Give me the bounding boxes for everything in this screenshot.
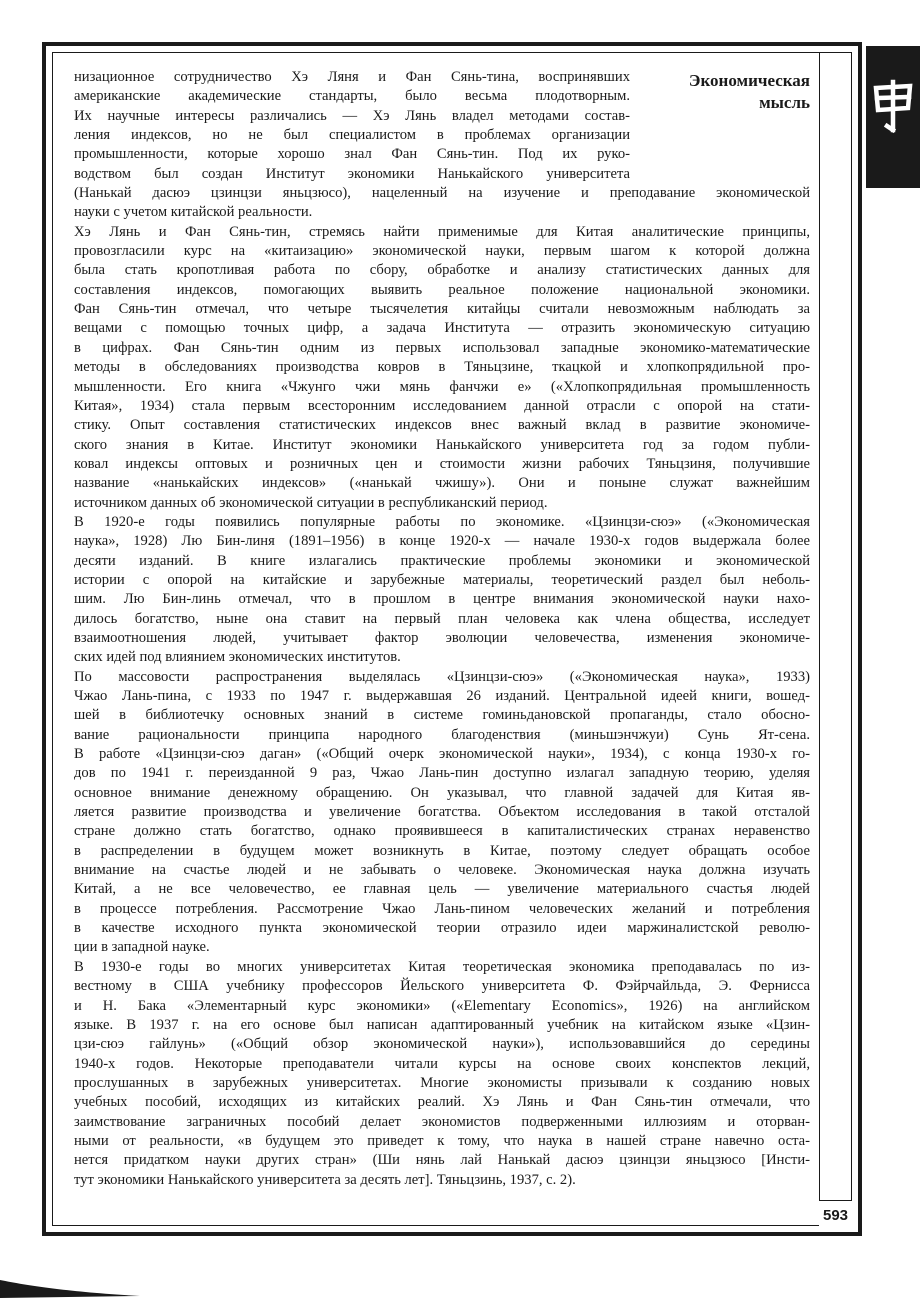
- text-line: языке. В 1937 г. на его основе был написан адаптированный учебник на китайском языке «Цзин-: [74, 1016, 810, 1033]
- text-line: промышленности, которые хорошо знал Фан Сянь-тин. Под их руко-: [74, 146, 630, 163]
- text-line: стране должно стать богатство, однако проявившееся в капиталистических странах неравенство: [74, 823, 810, 840]
- text-line: в распределении в будущем может возникнуть в Китае, поэтому следует обращать особое: [74, 842, 810, 859]
- text-line: провозгласили курс на «китаизацию» экономической науки, первым шагом к которой должна: [74, 243, 810, 260]
- text-line: взаимоотношения людей, учитывает фактор эволюции человечества, изменения экономиче-: [74, 629, 810, 646]
- text-line: вестному в США учебнику профессоров Йельского университета Ф. Фэйрчайльда, Э. Фернисса: [74, 978, 810, 995]
- text-line: науки с учетом китайской реальности.: [74, 204, 313, 221]
- text-line: составления индексов, помогающих выявить реальное положение национальной экономики.: [74, 281, 810, 298]
- text-line: По массовости распространения выделялась «Цзинцзи-сюэ» («Экономическая наука», 1933): [74, 668, 810, 685]
- text-line: в процессе потребления. Рассмотрение Чжао Лань-пином человеческих желаний и потребления: [74, 900, 810, 917]
- text-line: 1940-х годов. Некоторые преподаватели читали курсы на основе своих конспектов лекций,: [74, 1055, 810, 1072]
- text-line: Фан Сянь-тин отмечал, что четыре тысячелетия китайцы считали невозможным наблюдать за: [74, 301, 810, 318]
- text-line: Их научные интересы различались — Хэ Лянь владел методами состав-: [74, 107, 630, 124]
- text-line: американские академические стандарты, было весьма плодотворным.: [74, 88, 630, 105]
- text-line: десяти изданий. В книге излагались практические проблемы экономики и экономической: [74, 552, 810, 569]
- text-line: была стать кропотливая работа по сбору, обработке и анализу статистических данных для: [74, 262, 810, 279]
- page-number: 593: [819, 1200, 852, 1229]
- text-line: Чжао Лань-пина, с 1933 по 1947 г. выдержавшая 26 изданий. Центральной идеей книги, вошед-: [74, 688, 810, 704]
- text-line: ления индексов, но не был специалистом в проблемах организации: [74, 127, 630, 144]
- text-line: цзи-сюэ гайлунь» («Общий обзор экономической науки»), использовавшийся до середины: [74, 1036, 810, 1053]
- text-line: ными от реальности, «в будущем это приведет к тому, что наука в нашей стране навечно оста-: [74, 1132, 810, 1149]
- text-line: водством был создан Институт экономики Нанькайского университета: [74, 165, 630, 182]
- text-line: название «нанькайских индексов» («нанькай чжишу»). Они и поныне служат важнейшим: [74, 475, 810, 492]
- margin-rule: [819, 52, 820, 1226]
- text-line: в цифрах. Фан Сянь-тин одним из первых использовал западные экономико-математические: [74, 339, 810, 356]
- glyph-icon: [870, 78, 916, 134]
- text-line: мышленности. Его книга «Чжунго чжи мянь фанчжи е» («Хлопкопрядильная промышленность: [74, 378, 810, 395]
- text-line: методы в обследованиях производства ковров в Тяньцзине, ткацкой и хлопкопрядильной про-: [74, 359, 810, 376]
- text-line: В работе «Цзинцзи-сюэ даган» («Общий очерк экономической науки», 1934), с конца 1930-х го-: [74, 746, 810, 763]
- text-line: Китай, а не все человечество, ее главная цель — увеличение материального счастья людей: [74, 881, 810, 898]
- text-line: вещами с помощью точных цифр, а задача Института — отразить экономическую ситуацию: [74, 320, 810, 337]
- text-line: ских идей под влиянием экономических институтов.: [74, 649, 401, 666]
- text-line: ции в западной науке.: [74, 939, 210, 956]
- text-line: ковал индексы оптовых и розничных цен и стоимости жизни рабочих Тяньцзиня, получившие: [74, 455, 810, 472]
- text-line: низационное сотрудничество Хэ Ляня и Фан Сянь-тина, воспринявших: [74, 69, 630, 85]
- text-line: В 1920-е годы появились популярные работы по экономике. «Цзинцзи-сюэ» («Экономическая: [74, 513, 810, 530]
- text-line: шей в библиотечку основных знаний в системе гоминьдановской пропаганды, стало обосно-: [74, 707, 810, 724]
- text-line: ляется развитие производства и увеличение богатства. Объектом исследования в такой отсталой: [74, 804, 810, 821]
- text-line: в качестве исходного пункта экономической теории отразило идеи маржиналистской револю-: [74, 920, 810, 937]
- text-line: нется придатком науки других стран» (Ши нянь лай Нанькай дасюэ цзинцзи яньцзюсо [Инсти-: [74, 1152, 810, 1169]
- page-curl: [0, 1266, 140, 1298]
- text-line: Хэ Лянь и Фан Сянь-тин, стремясь найти применимые для Китая аналитические принципы,: [74, 223, 810, 240]
- text-line: (Нанькай дасюэ цзинцзи яньцзюсо), нацеленный на изучение и преподавание экономической: [74, 185, 810, 202]
- text-line: шим. Лю Бин-линь отмечал, что в прошлом в центре внимания экономической науки нахо-: [74, 591, 810, 608]
- text-line: ского знания в Китае. Институт экономики Нанькайского университета год за годом публи-: [74, 436, 810, 453]
- text-line: наука», 1928) Лю Бин-линя (1891–1956) в конце 1920-х — начале 1930-х годов выдержала более: [74, 533, 810, 550]
- text-line: прослушанных в зарубежных университетах. Многие экономисты призывали к созданию новых: [74, 1074, 810, 1091]
- text-line: учебных пособий, исходящих из китайских реалий. Хэ Лянь и Фан Сянь-тин отмечали, что: [74, 1094, 810, 1111]
- text-line: заимствование заграничных пособий делает экономистов подверженными иллюзиям и оторван-: [74, 1113, 810, 1130]
- text-line: истории с опорой на китайские и зарубежные материалы, теоретический раздел был неболь-: [74, 571, 810, 588]
- text-line: вание рациональности принципа народного благоденствия (миньшэнчжуи) Сунь Ят-сена.: [74, 726, 810, 743]
- text-line: основное внимание денежному обращению. Он указывал, что главной задачей для Китая яв-: [74, 784, 810, 801]
- text-line: и Н. Бака «Элементарный курс экономики» («Elementary Economics», 1926) на английском: [74, 997, 810, 1014]
- text-line: внимание на счастье людей и не забывать о человеке. Экономическая наука должна изучать: [74, 862, 810, 879]
- text-line: стику. Опыт составления статистических индексов внес важный вклад в развитие экономиче-: [74, 417, 810, 434]
- body-text: [74, 68, 810, 1190]
- text-line: дилось богатство, ныне она ставит на первый план человека как члена общества, исследует: [74, 610, 810, 627]
- text-line: источником данных об экономической ситуации в республиканский период.: [74, 494, 548, 511]
- text-line: тут экономики Нанькайского университета за десять лет]. Тяньцзинь, 1937, с. 2).: [74, 1171, 576, 1188]
- text-line: Китая», 1934) стала первым всесторонним исследованием данной отрасли с опорой на стати-: [74, 397, 810, 414]
- section-heading-line-2: мысль: [759, 93, 810, 112]
- text-line: дов по 1941 г. переизданной 9 раз, Чжао Лань-пин доступно излагал западную теорию, уделяя: [74, 765, 810, 782]
- section-heading-line-1: Экономическая: [688, 71, 810, 90]
- text-line: В 1930-е годы во многих университетах Китая теоретическая экономика преподавалась по из-: [74, 958, 810, 975]
